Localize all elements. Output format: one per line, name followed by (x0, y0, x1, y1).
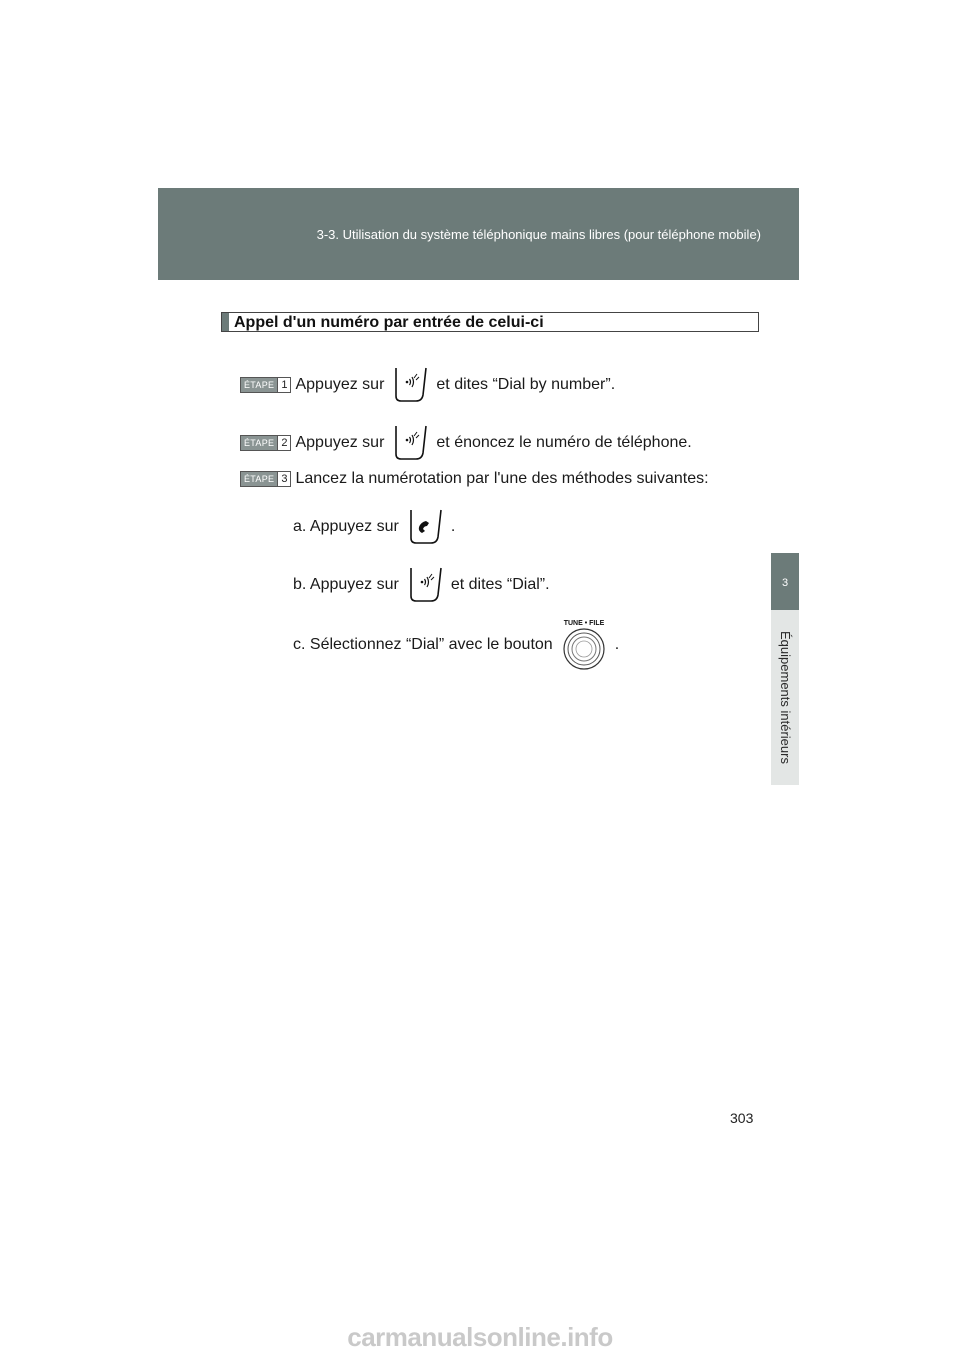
method-text-before: b. Appuyez sur (293, 576, 399, 593)
voice-command-icon (392, 424, 428, 462)
chapter-label: Équipements intérieurs (778, 631, 793, 764)
method-b (293, 566, 550, 604)
step-text-before: Appuyez sur (295, 376, 385, 393)
method-text-after: . (614, 636, 620, 653)
method-text-before: a. Appuyez sur (293, 518, 399, 535)
chapter-tab-label-area (771, 610, 799, 785)
step-text-after: et énoncez le numéro de téléphone. (436, 434, 692, 451)
section-title: 3-3. Utilisation du système téléphonique mains libres (pour téléphone mobile) (316, 227, 761, 242)
subsection-title: Appel d'un numéro par entrée de celui-ci (234, 314, 544, 331)
method-a (293, 508, 455, 546)
step-1 (240, 366, 615, 404)
watermark: carmanualsonline.info (347, 1322, 613, 1352)
subsection-heading (221, 312, 759, 332)
chapter-tab (771, 553, 799, 610)
step-3 (240, 469, 709, 489)
step-badge-number: 3 (277, 472, 290, 486)
step-badge-number: 1 (277, 378, 290, 392)
method-c (293, 616, 619, 674)
method-text-before: c. Sélectionnez “Dial” avec le bouton (293, 636, 553, 653)
step-text: Lancez la numérotation par l'une des méthodes suivantes: (295, 470, 709, 487)
voice-command-icon (407, 566, 443, 604)
step-badge-label: ÉTAPE (241, 378, 277, 392)
step-badge-label: ÉTAPE (241, 472, 277, 486)
step-2 (240, 424, 692, 462)
voice-command-icon (392, 366, 428, 404)
step-text-before: Appuyez sur (295, 434, 385, 451)
step-badge-label: ÉTAPE (241, 436, 277, 450)
knob-label: TUNE • FILE (563, 620, 604, 627)
step-badge-number: 2 (277, 436, 290, 450)
chapter-number: 3 (781, 577, 789, 589)
subsection-marker (222, 313, 229, 331)
tune-file-knob-icon (561, 616, 607, 674)
step-badge (240, 471, 291, 487)
step-text-after: et dites “Dial by number”. (436, 376, 616, 393)
off-hook-phone-icon (407, 508, 443, 546)
method-text-after: . (450, 518, 456, 535)
step-badge (240, 435, 291, 451)
method-text-after: et dites “Dial”. (450, 576, 550, 593)
header-band (158, 188, 799, 280)
step-badge (240, 377, 291, 393)
page-number: 303 (730, 1110, 754, 1126)
